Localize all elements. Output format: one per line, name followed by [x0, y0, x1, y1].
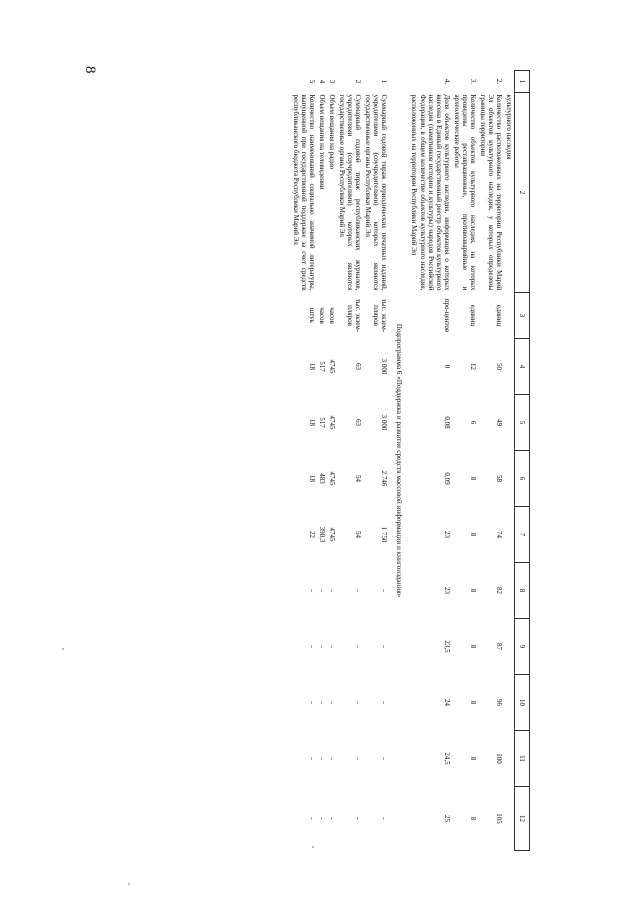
value-cell: 4745 [327, 471, 336, 486]
table-row [478, 71, 504, 851]
value-cell: - [354, 817, 363, 820]
value-cell: - [354, 645, 363, 648]
value-cell: 390,3 [317, 526, 326, 543]
value-cell: - [380, 757, 389, 760]
value-cell: - [317, 817, 326, 820]
unit-cell: единиц [468, 304, 477, 327]
table-row [363, 71, 389, 851]
unit-cell: тыс. экзем-пляров [345, 298, 363, 333]
value-cell: 18 [307, 363, 316, 370]
unit-cell: штук [307, 307, 316, 324]
row-number-cell: 4. [442, 78, 451, 85]
value-cell: 74 [494, 531, 503, 538]
table-row [337, 71, 363, 851]
value-cell: 517 [317, 361, 326, 372]
value-cell: 49 [494, 419, 503, 426]
value-cell: - [317, 757, 326, 760]
value-cell: 24,5 [442, 752, 451, 765]
row-number-cell: 5 [307, 79, 316, 84]
value-cell: 4745 [327, 527, 336, 542]
table-row [452, 71, 478, 851]
value-cell: - [317, 645, 326, 648]
header-cell: 12 [515, 787, 530, 851]
value-cell: - [354, 701, 363, 704]
value-cell [504, 675, 515, 731]
value-cell: - [327, 701, 336, 704]
table-row [291, 71, 317, 851]
value-cell: 23,5 [442, 640, 451, 653]
value-cell [504, 451, 515, 507]
value-cell: 3 000 [380, 358, 389, 375]
value-cell: 517 [317, 417, 326, 428]
value-cell: 63 [354, 363, 363, 370]
value-cell: 50 [494, 363, 503, 370]
scan-speck [62, 648, 64, 650]
unit-cell [504, 293, 515, 339]
row-number-cell: 2. [494, 78, 503, 85]
header-row [515, 71, 530, 851]
value-cell: - [380, 701, 389, 704]
header-cell: 8 [515, 563, 530, 619]
value-cell: - [307, 817, 316, 820]
value-cell: 0,09 [442, 472, 451, 485]
value-cell: 2 746 [380, 470, 389, 487]
indicator-name-cell: Количество объектов культурного наследия, на которых проведены реставрационные, противоаварийные и археологические работы [452, 94, 477, 291]
row-number-cell: 2 [354, 79, 363, 84]
row-number-cell: 3. [468, 78, 477, 85]
value-cell: - [327, 589, 336, 592]
indicator-name-cell: Суммарный годовой тираж периодических печатных изданий, учредителями (соучредителями) которых являются государственные органы Республики Марий Эл [364, 94, 389, 291]
value-cell: 18 [307, 475, 316, 482]
scan-speck [128, 883, 130, 885]
row-number-cell: 1 [380, 79, 389, 84]
unit-cell: часов [327, 307, 336, 324]
value-cell: 58 [494, 475, 503, 482]
value-cell: 12 [468, 363, 477, 370]
indicator-name-cell: Количество расположенных на территории Республики Марий Эл объектов культурного наследия, у которых определены границы территории [478, 94, 503, 291]
table-row [409, 71, 451, 851]
value-cell: - [327, 645, 336, 648]
value-cell: 54 [354, 475, 363, 482]
value-cell: 22 [307, 531, 316, 538]
header-cell: 1 [515, 71, 530, 93]
value-cell: 8 [468, 588, 477, 593]
value-cell: 8 [468, 644, 477, 649]
table-row [317, 71, 327, 851]
value-cell: 23 [442, 531, 451, 538]
value-cell: - [380, 589, 389, 592]
indicator-name-cell: Доля объектов культурного наследия, информация о которых внесена в Единый государственный реестр объектов культурного наследия (памятников истории и культуры) народов Российской Федерации, в общем количестве объектов культурного наследия, расположенных на территории Республики Марий Эл [410, 94, 451, 291]
value-cell: - [307, 589, 316, 592]
value-cell: 0 [442, 364, 451, 369]
indicator-name-cell: Объем вещания на телевидении [317, 94, 326, 190]
value-cell: 3 000 [380, 414, 389, 431]
value-cell [504, 395, 515, 451]
value-cell: - [307, 645, 316, 648]
value-cell: 96 [494, 699, 503, 706]
header-cell: 5 [515, 395, 530, 451]
row-number-cell: 4 [317, 79, 326, 84]
value-cell [504, 619, 515, 675]
value-cell: - [317, 701, 326, 704]
value-cell: 1 750 [380, 526, 389, 543]
indicators-table-body [291, 71, 530, 851]
header-cell: 10 [515, 675, 530, 731]
rotated-document-page [110, 70, 530, 850]
indicator-name-cell: культурного наследия [505, 94, 513, 160]
unit-cell: тыс. экзем-пляров [372, 298, 389, 333]
header-cell: 3 [515, 293, 530, 339]
value-cell: 8 [468, 700, 477, 705]
value-cell: 82 [494, 587, 503, 594]
indicators-table [291, 70, 530, 851]
value-cell [504, 507, 515, 563]
indicator-name-cell: Объем вещания на радио [327, 94, 336, 170]
value-cell: 4745 [327, 359, 336, 374]
value-cell: 105 [494, 813, 503, 824]
value-cell [504, 787, 515, 851]
value-cell [504, 339, 515, 395]
header-cell: 2 [515, 93, 530, 293]
header-cell: 9 [515, 619, 530, 675]
value-cell: 100 [494, 753, 503, 764]
unit-cell: часов [317, 307, 326, 324]
scan-speck [312, 846, 314, 848]
value-cell: 87 [494, 643, 503, 650]
value-cell: 23 [442, 587, 451, 594]
value-cell: 6 [468, 420, 477, 425]
value-cell: 54 [354, 531, 363, 538]
indicator-name-cell: Количество наименований социально значимой литературы, выпущенной при государственной поддержке за счет средств республиканского бюджета Республики Марий Эл [291, 94, 316, 291]
value-cell [504, 563, 515, 619]
value-cell: - [354, 589, 363, 592]
value-cell [504, 731, 515, 787]
value-cell: 63 [354, 419, 363, 426]
table-row [504, 71, 515, 851]
indicator-name-cell: Суммарный годовой тираж республиканских журналов, учредителями (соучредителями) которых являются государственные органы Республики Марий Эл [337, 94, 363, 291]
value-cell: - [317, 589, 326, 592]
value-cell: 8 [468, 816, 477, 821]
value-cell: 24 [442, 699, 451, 706]
value-cell: 8 [468, 532, 477, 537]
value-cell: 18 [307, 419, 316, 426]
value-cell: 4745 [327, 415, 336, 430]
header-cell: 6 [515, 451, 530, 507]
unit-cell: единиц [494, 304, 503, 327]
unit-cell: про-центов [442, 298, 451, 333]
row-number-cell: 3 [327, 79, 336, 84]
value-cell: - [380, 645, 389, 648]
value-cell: 8 [468, 756, 477, 761]
table-row [327, 71, 337, 851]
value-cell: 8 [468, 476, 477, 481]
header-cell: 7 [515, 507, 530, 563]
value-cell: 0,08 [442, 416, 451, 429]
value-cell: - [327, 757, 336, 760]
value-cell: - [327, 817, 336, 820]
value-cell: - [307, 701, 316, 704]
row-number-cell [504, 71, 515, 93]
value-cell: - [380, 817, 389, 820]
value-cell: - [307, 757, 316, 760]
section-row [389, 71, 409, 851]
header-cell: 11 [515, 731, 530, 787]
value-cell: - [354, 757, 363, 760]
header-cell: 4 [515, 339, 530, 395]
value-cell: 483 [317, 473, 326, 484]
value-cell: 25 [442, 815, 451, 822]
section-title: Подпрограмма 6 «Поддержка и развитие средств массовой информации и книгоиздания» [395, 323, 404, 598]
